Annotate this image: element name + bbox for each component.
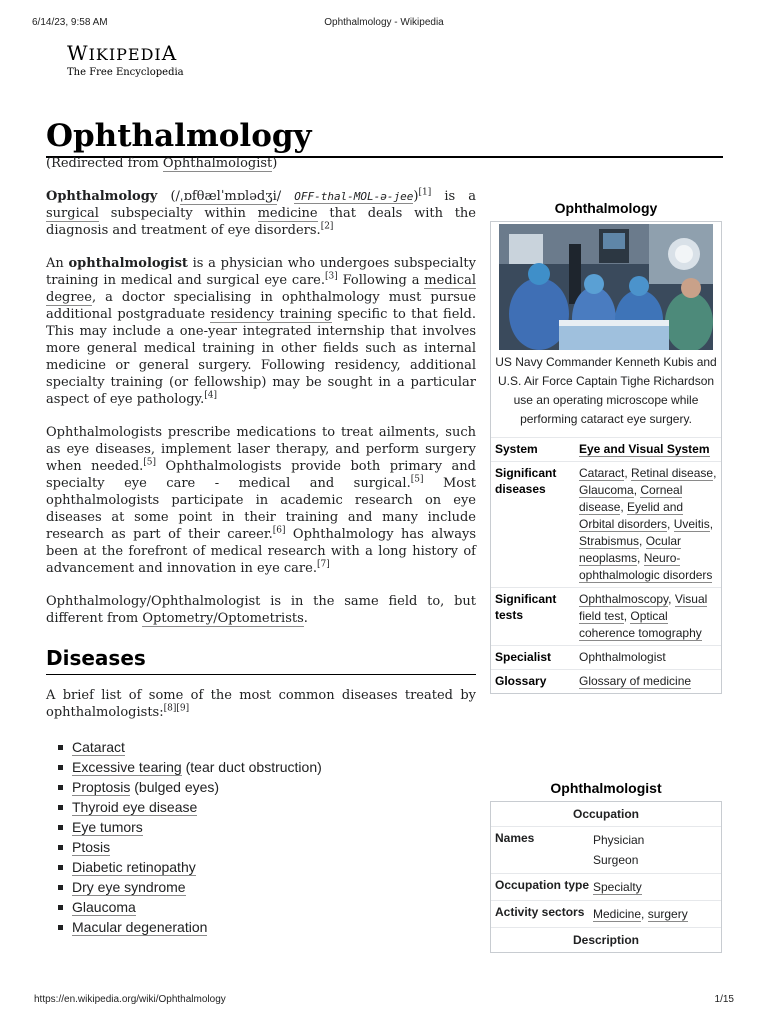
bullet-icon: [58, 785, 63, 790]
bullet-icon: [58, 825, 63, 830]
link-ophthalmoscopy[interactable]: Ophthalmoscopy: [579, 592, 669, 606]
infobox2-title: Ophthalmologist: [550, 780, 662, 796]
link-optometry[interactable]: Optometry/Optometrists: [142, 611, 304, 626]
link-specialty[interactable]: Specialty: [593, 880, 642, 894]
link-ocular-neoplasms[interactable]: Ocular neoplasms: [579, 534, 682, 565]
link-medical-degree[interactable]: medical degree: [46, 273, 476, 305]
print-url: https://en.wikipedia.org/wiki/Ophthalmology: [34, 994, 226, 1005]
infobox2-table: [490, 801, 722, 953]
intro-paragraph-3: Ophthalmologists prescribe medications to treat ailments, such as eye diseases, implement laser therapy, and perform surgery when needed.[5] Ophthalmologists provide both primary and specialty eye care - medical and surgical.[5] Most ophthalmologists participate in academic research on eye diseases at some point in their training and many include research as part of their career.[6] Ophthalmology has always been at the forefront of medical research with a long history of advancement and innovation in eye care.[7]: [46, 425, 476, 576]
ref-4[interactable]: [4]: [204, 390, 218, 401]
print-page-number: 1/15: [714, 994, 734, 1005]
bullet-icon: [58, 905, 63, 910]
disease-link[interactable]: Proptosis: [72, 779, 131, 795]
infobox2-row-names: [491, 827, 721, 874]
ref-7[interactable]: [7]: [316, 559, 330, 570]
bullet-icon: [58, 925, 63, 930]
infobox-value: Cataract, Retinal disease, Glaucoma, Corneal disease, Eyelid and Orbital disorders, Uveitis, Strabismus, Ocular neoplasms, Neuro-ophthalmologic disorders: [579, 466, 717, 582]
infobox-row-specialist: [491, 645, 721, 669]
disease-link[interactable]: Eye tumors: [72, 819, 143, 835]
infobox-label: Glossary: [495, 674, 547, 688]
infobox2-row-type: [491, 874, 721, 901]
disease-link[interactable]: Diabetic retinopathy: [72, 859, 196, 875]
infobox-value: Ophthalmoscopy, Visual field test, Optical coherence tomography: [579, 592, 708, 640]
list-item: [58, 837, 476, 857]
redirect-link[interactable]: Ophthalmologist: [162, 156, 273, 171]
link-visual-field-test[interactable]: Visual field test: [579, 592, 708, 623]
print-timestamp: 6/14/23, 9:58 AM: [32, 17, 108, 28]
infobox-row-tests: [491, 587, 721, 645]
ref-2[interactable]: [2]: [320, 221, 334, 232]
disease-list: [58, 737, 476, 937]
ref-5b[interactable]: [5]: [410, 474, 424, 485]
disease-link[interactable]: Excessive tearing: [72, 759, 182, 775]
diseases-intro: A brief list of some of the most common diseases treated by ophthalmologists:[8][9]: [46, 688, 476, 720]
page-title: Ophthalmology: [46, 116, 723, 158]
infobox-row-diseases: [491, 461, 721, 587]
link-cataract[interactable]: Cataract: [579, 466, 625, 480]
list-item: [58, 857, 476, 877]
link-retinal-disease[interactable]: Retinal disease: [631, 466, 714, 480]
wikipedia-logo[interactable]: [67, 42, 184, 78]
infobox-label: Specialist: [495, 650, 552, 664]
infobox2-value: Medicine, surgery: [593, 907, 688, 921]
link-glaucoma[interactable]: Glaucoma: [579, 483, 634, 497]
link-corneal-disease[interactable]: Corneal disease: [579, 483, 683, 514]
infobox2-label: Names: [495, 831, 535, 845]
list-item: Proptosis (bulged eyes): [58, 777, 476, 797]
list-item: [58, 797, 476, 817]
infobox-caption: US Navy Commander Kenneth Kubis and U.S. Air Force Captain Tighe Richardson use an operating microscope while performing cataract eye surgery.: [495, 355, 717, 426]
link-surgical[interactable]: surgical: [46, 206, 99, 221]
infobox-row-system: [491, 437, 721, 461]
infobox2-label: Occupation type: [495, 878, 590, 892]
infobox-value: Ophthalmologist: [579, 650, 666, 664]
bullet-icon: [58, 845, 63, 850]
bullet-icon: [58, 765, 63, 770]
infobox-ophthalmologist: [490, 777, 722, 953]
link-medicine-sector[interactable]: Medicine: [593, 907, 642, 921]
intro-paragraph-1: Ophthalmology (/ˌɒfθælˈmɒlədʒi/ OFF-thal-MOL-ə-jee)[1] is a surgical subspecialty within medicine that deals with the diagnosis and treatment of eye disorders.[2]: [46, 187, 477, 238]
infobox-table: [490, 221, 722, 694]
link-surgery-sector[interactable]: surgery: [647, 907, 688, 921]
ref-5[interactable]: [5]: [143, 457, 157, 468]
list-item: [58, 917, 476, 937]
bullet-icon: [58, 745, 63, 750]
link-strabismus[interactable]: Strabismus: [579, 534, 640, 548]
infobox-title: Ophthalmology: [554, 200, 658, 216]
disease-link[interactable]: Macular degeneration: [72, 919, 208, 935]
surgery-photo-illustration: [499, 224, 713, 350]
infobox-label: System: [495, 442, 538, 456]
surgery-photo[interactable]: [499, 224, 713, 350]
bullet-icon: [58, 865, 63, 870]
infobox-ophthalmology: [490, 197, 722, 694]
infobox2-value: Physician Surgeon: [593, 833, 645, 867]
infobox-label: Significant tests: [495, 592, 557, 622]
bullet-icon: [58, 805, 63, 810]
disease-link[interactable]: Thyroid eye disease: [72, 799, 198, 815]
description-heading: Description: [572, 933, 639, 947]
infobox2-label: Activity sectors: [495, 905, 585, 919]
link-residency-training[interactable]: residency training: [210, 307, 333, 322]
intro-paragraph-2: An ophthalmologist is a physician who undergoes subspecialty training in medical and surgical eye care.[3] Following a medical degree, a doctor specialising in ophthalmology must pursue additional postgraduate residency training specific to that field. This may include a one-year integrated internship that involves more general medical training in other fields such as internal medicine or general surgery. Following residency, additional specialty training (or fellowship) may be sought in a particular aspect of eye pathology.[4]: [46, 256, 477, 407]
ref-1[interactable]: [1]: [418, 187, 432, 198]
ref-3[interactable]: [3]: [325, 271, 338, 282]
section-heading-diseases: Diseases: [46, 645, 476, 675]
infobox-label: Significant diseases: [495, 466, 557, 496]
link-eyelid-orbital[interactable]: Eyelid and Orbital disorders: [579, 500, 684, 531]
infobox-value: [579, 441, 717, 458]
logo-tagline: The Free Encyclopedia: [67, 67, 184, 78]
link-neuro-ophthalmologic[interactable]: Neuro-ophthalmologic disorders: [579, 551, 713, 582]
print-header: [0, 17, 768, 31]
link-uveitis[interactable]: Uveitis: [673, 517, 710, 531]
disease-link[interactable]: Dry eye syndrome: [72, 879, 186, 895]
occupation-heading: Occupation: [491, 802, 721, 827]
list-item: [58, 897, 476, 917]
link-glossary[interactable]: Glossary of medicine: [579, 674, 692, 688]
ref-9[interactable]: [9]: [176, 703, 190, 714]
respelling[interactable]: OFF-thal-MOL-ə-jee: [294, 190, 414, 203]
list-item: [58, 737, 476, 757]
intro-paragraph-4: Ophthalmology/Ophthalmologist is in the same field to, but different from Optometry/Optometrists.: [46, 594, 476, 626]
article-body: [46, 188, 476, 937]
ref-8[interactable]: [8]: [163, 703, 177, 714]
infobox2-row-sectors: [491, 901, 721, 928]
list-item: Excessive tearing (tear duct obstruction): [58, 757, 476, 777]
print-tab-title: Ophthalmology - Wikipedia: [324, 17, 444, 28]
link-eye-visual-system[interactable]: Eye and Visual System: [579, 442, 710, 456]
redirect-notice: (Redirected from Ophthalmologist): [46, 156, 278, 171]
infobox2-value: [593, 877, 717, 897]
infobox-value: [579, 673, 717, 690]
disease-link[interactable]: Cataract: [72, 739, 125, 755]
link-medicine[interactable]: medicine: [257, 206, 318, 221]
ipa-pronunciation[interactable]: ˌɒfθælˈmɒlədʒi: [179, 189, 277, 204]
infobox-row-glossary: [491, 669, 721, 693]
link-oct[interactable]: Optical coherence tomography: [579, 609, 702, 640]
logo-wordmark: WIKIPEDIA: [67, 41, 178, 65]
disease-link[interactable]: Ptosis: [72, 839, 111, 855]
list-item: [58, 877, 476, 897]
ref-6[interactable]: [6]: [272, 525, 286, 536]
list-item: [58, 817, 476, 837]
disease-link[interactable]: Glaucoma: [72, 899, 136, 915]
bullet-icon: [58, 885, 63, 890]
